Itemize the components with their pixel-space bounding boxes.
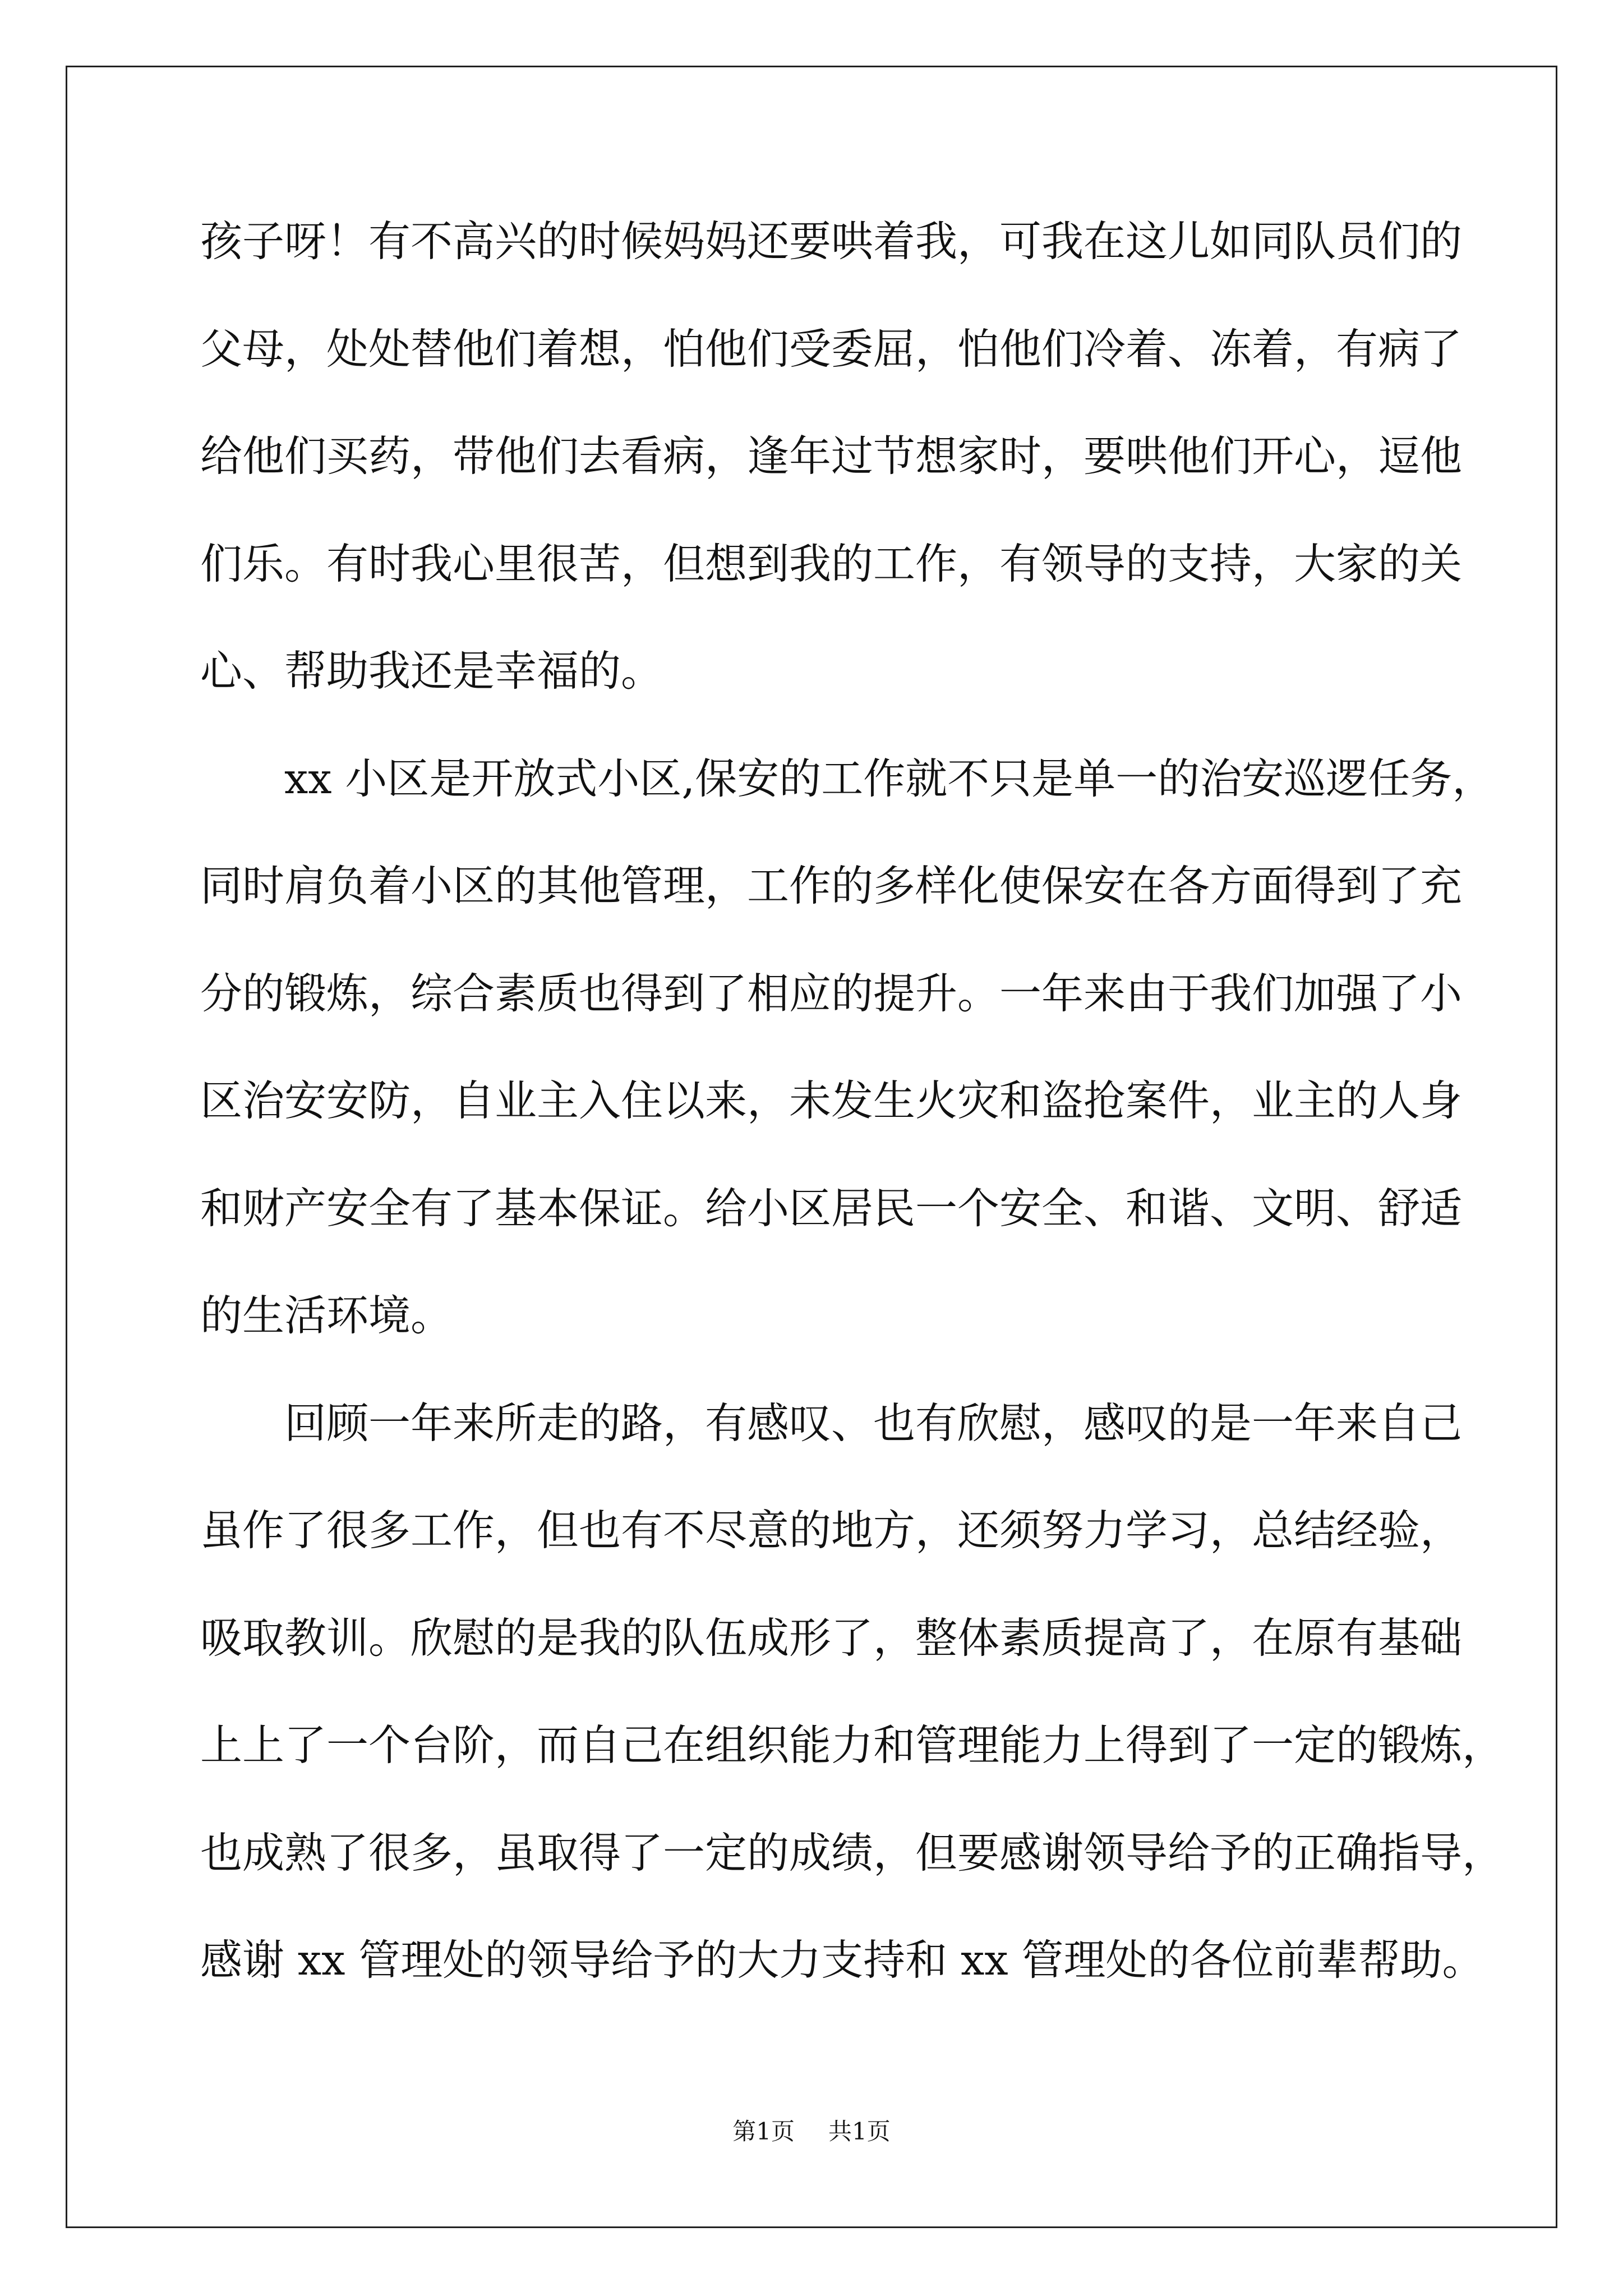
- paragraph-first-line: xx 小区是开放式小区,保安的工作就不只是单一的治安巡逻任务，: [284, 753, 1495, 803]
- text-line: 父母，处处替他们着想，怕他们受委屈，怕他们冷着、冻着，有病了: [200, 324, 1463, 374]
- text-line: 区治安安防，自业主入住以来，未发生火灾和盗抢案件，业主的人身: [200, 1076, 1463, 1125]
- text-line: 分的锻炼，综合素质也得到了相应的提升。一年来由于我们加强了小: [200, 968, 1463, 1018]
- text-line: 孩子呀！有不高兴的时候妈妈还要哄着我，可我在这儿如同队员们的: [200, 217, 1463, 266]
- text-line: 同时肩负着小区的其他管理，工作的多样化使保安在各方面得到了充: [200, 861, 1463, 910]
- text-line: 也成熟了很多，虽取得了一定的成绩，但要感谢领导给予的正确指导，: [200, 1828, 1505, 1878]
- total-pages: 共1页: [828, 2118, 891, 2145]
- text-line: 上上了一个台阶，而自己在组织能力和管理能力上得到了一定的锻炼，: [200, 1720, 1505, 1770]
- text-line: 心、帮助我还是幸福的。: [200, 646, 663, 696]
- paragraph-first-line: 回顾一年来所走的路，有感叹、也有欣慰，感叹的是一年来自己: [284, 1398, 1463, 1448]
- document-body: [200, 208, 1505, 2034]
- text-line: 虽作了很多工作，但也有不尽意的地方，还须努力学习，总结经验，: [200, 1506, 1463, 1555]
- text-line: 吸取教训。欣慰的是我的队伍成形了，整体素质提高了，在原有基础: [200, 1613, 1463, 1663]
- page-number: 第1页: [732, 2118, 795, 2145]
- text-line: 和财产安全有了基本保证。给小区居民一个安全、和谐、文明、舒适: [200, 1183, 1463, 1233]
- text-line: 的生活环境。: [200, 1291, 453, 1340]
- page-footer: [0, 2118, 1623, 2146]
- text-line: 感谢 xx 管理处的领导给予的大力支持和 xx 管理处的各位前辈帮助。: [200, 1935, 1484, 1985]
- text-line: 们乐。有时我心里很苦，但想到我的工作，有领导的支持，大家的关: [200, 539, 1463, 588]
- text-line: 给他们买药，带他们去看病，逢年过节想家时，要哄他们开心，逗他: [200, 431, 1463, 481]
